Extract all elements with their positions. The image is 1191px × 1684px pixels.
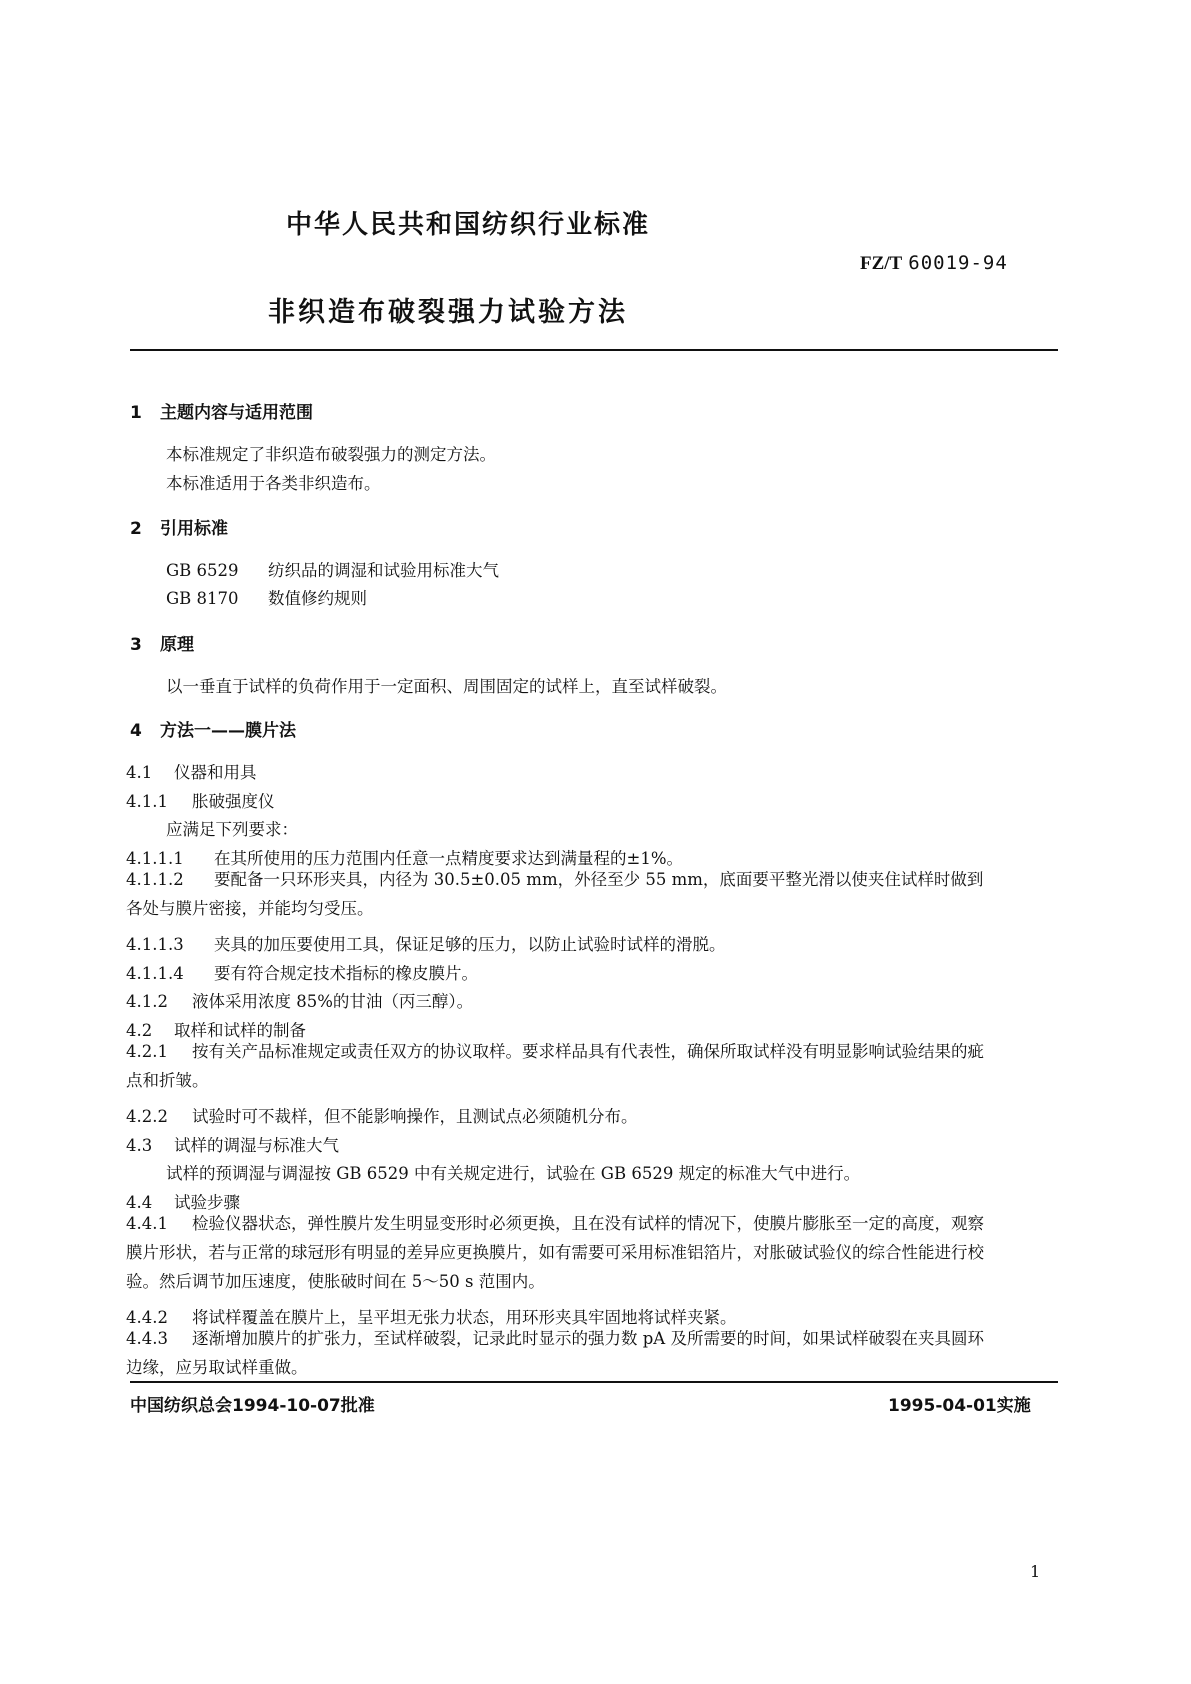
clause-number: 4.2: [126, 1021, 153, 1040]
clause-text: 试验步骤: [174, 1193, 240, 1212]
clause-text: 检验仪器状态，弹性膜片发生明显变形时必须更换，且在没有试样的情况下，使膜片膨胀至一定的高度，观察膜片形状，若与正常的球冠形有明显的差异应更换膜片，如有需要可采用标准铝箔片，对胀破试验仪的综合性能进行校验。然后调节加压速度，使胀破时间在 5～50 s 范围内。: [126, 1214, 984, 1291]
clause-number: 4.2.2: [126, 1107, 168, 1126]
section-1-heading: [130, 398, 313, 423]
reference-text: 数值修约规则: [268, 589, 367, 608]
section-4-heading: [130, 716, 296, 741]
clause-4-1-1-3: [126, 931, 726, 955]
clause-text: 在其所使用的压力范围内任意一点精度要求达到满量程的±1%。: [214, 849, 684, 868]
clause-4-1: [126, 759, 257, 783]
clause-4-4-1: [126, 1209, 986, 1296]
clause-number: 4.1.1.4: [126, 964, 184, 983]
clause-number: 4.1.2: [126, 992, 168, 1011]
reference-text: 纺织品的调湿和试验用标准大气: [268, 561, 499, 580]
clause-text: 逐渐增加膜片的扩张力，至试样破裂，记录此时显示的强力数 pA 及所需要的时间，如果试样破裂在夹具圆环边缘，应另取试样重做。: [126, 1329, 984, 1377]
clause-number: 4.4: [126, 1193, 153, 1212]
clause-number: 4.4.3: [126, 1329, 168, 1348]
document-title: 非织造布破裂强力试验方法: [268, 297, 628, 328]
clause-text: 夹具的加压要使用工具，保证足够的压力，以防止试验时试样的滑脱。: [214, 935, 726, 954]
clause-number: 4.3: [126, 1136, 153, 1155]
clause-number: 4.1.1.3: [126, 935, 184, 954]
clause-text: 按有关产品标准规定或责任双方的协议取样。要求样品具有代表性，确保所取试样没有明显影响试验结果的疵点和折皱。: [126, 1042, 984, 1090]
page-number: 1: [1030, 1562, 1041, 1581]
document-number-value: 60019-94: [908, 252, 1008, 274]
section-2-heading: [130, 514, 228, 539]
clause-4-1-1: [126, 788, 275, 812]
clause-4-3-note: 试样的预调湿与调湿按 GB 6529 中有关规定进行，试验在 GB 6529 规定的标准大气中进行。: [166, 1164, 861, 1183]
section-title: 主题内容与适用范围: [160, 403, 313, 423]
header-divider: [130, 349, 1058, 351]
clause-text: 试样的调湿与标准大气: [174, 1136, 339, 1155]
standard-category-title: 中华人民共和国纺织行业标准: [286, 210, 651, 240]
footer-divider: [130, 1381, 1058, 1383]
clause-text: 仪器和用具: [174, 763, 257, 782]
document-number-prefix: FZ/T: [860, 253, 903, 274]
clause-text: 要配备一只环形夹具，内径为 30.5±0.05 mm，外径至少 55 mm，底面要平整光滑以使夹住试样时做到各处与膜片密接，并能均匀受压。: [126, 870, 984, 918]
clause-4-3: [126, 1132, 339, 1156]
section-3-heading: [130, 630, 194, 655]
section-3-text: 以一垂直于试样的负荷作用于一定面积、周围固定的试样上，直至试样破裂。: [166, 677, 727, 696]
clause-number: 4.1: [126, 763, 153, 782]
clause-number: 4.4.1: [126, 1214, 168, 1233]
clause-text: 将试样覆盖在膜片上，呈平坦无张力状态，用环形夹具牢固地将试样夹紧。: [192, 1308, 737, 1327]
clause-4-2-1: [126, 1037, 986, 1095]
section-number: 3: [130, 635, 142, 655]
clause-4-4-3: [126, 1324, 986, 1382]
clause-text: 取样和试样的制备: [174, 1021, 306, 1040]
reference-code: GB 6529: [166, 561, 239, 580]
section-1-line: 本标准规定了非织造布破裂强力的测定方法。: [166, 445, 496, 464]
document-number: [860, 252, 1008, 275]
approval-date: 中国纺织总会1994-10-07批准: [130, 1396, 375, 1416]
clause-number: 4.1.1: [126, 792, 168, 811]
clause-4-1-1-4: [126, 960, 478, 984]
clause-number: 4.2.1: [126, 1042, 168, 1061]
reference-code: GB 8170: [166, 589, 239, 608]
clause-number: 4.1.1.1: [126, 849, 184, 868]
clause-number: 4.4.2: [126, 1308, 168, 1327]
clause-text: 要有符合规定技术指标的橡皮膜片。: [214, 964, 478, 983]
clause-text: 液体采用浓度 85%的甘油（丙三醇）。: [192, 992, 474, 1011]
clause-4-1-2: [126, 988, 473, 1012]
clause-4-2-2: [126, 1103, 638, 1127]
section-number: 2: [130, 519, 142, 539]
reference-item: [166, 585, 367, 609]
clause-text: 试验时可不裁样，但不能影响操作，且测试点必须随机分布。: [192, 1107, 638, 1126]
section-1-line: 本标准适用于各类非织造布。: [166, 474, 381, 493]
clause-4-1-1-2: [126, 865, 986, 923]
clause-text: 胀破强度仪: [192, 792, 275, 811]
section-title: 原理: [160, 635, 194, 655]
section-number: 4: [130, 721, 142, 741]
section-number: 1: [130, 403, 142, 423]
clause-4-1-1-note: 应满足下列要求：: [166, 820, 298, 839]
implementation-date: 1995-04-01实施: [888, 1396, 1031, 1416]
section-title: 方法一——膜片法: [160, 721, 296, 741]
clause-number: 4.1.1.2: [126, 870, 184, 889]
reference-item: [166, 557, 499, 581]
section-title: 引用标准: [160, 519, 228, 539]
